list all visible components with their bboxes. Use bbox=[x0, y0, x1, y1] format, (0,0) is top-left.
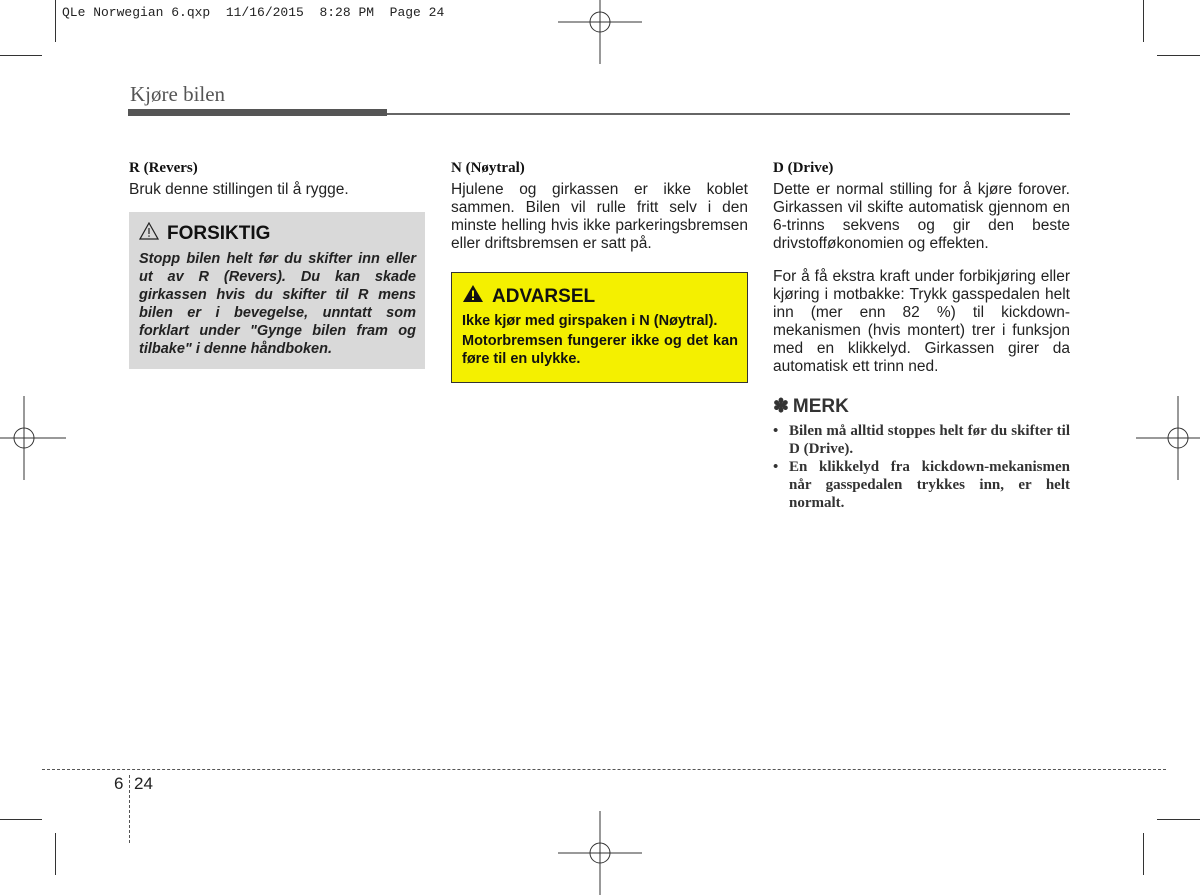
warning-text-2: Motorbremsen fungerer ikke og det kan føre til en ulykke. bbox=[462, 333, 738, 367]
caution-text: Stopp bilen helt før du skifter inn eller ut av R (Revers). Du kan skade girkassen hvis du skifter til R mens bilen er i bevegelse, unntatt som forklart under "Gynge bilen fram og tilbake" i denne håndboken. bbox=[139, 251, 416, 357]
registration-mark-left bbox=[0, 396, 66, 480]
chapter-number: 6 bbox=[114, 774, 124, 793]
note-list bbox=[773, 422, 1070, 512]
registration-mark-bottom bbox=[558, 811, 642, 895]
drive-heading: D (Drive) bbox=[773, 160, 834, 176]
section-title: Kjøre bilen bbox=[130, 82, 226, 106]
file-slug-line: QLe Norwegian 6.qxp 11/16/2015 8:28 PM Page 24 bbox=[62, 5, 445, 20]
footer-dashed-divider bbox=[129, 775, 130, 843]
reverse-heading: R (Revers) bbox=[129, 160, 198, 176]
neutral-heading: N (Nøytral) bbox=[451, 160, 525, 176]
asterisk-note-icon: ✽ bbox=[773, 396, 789, 417]
registration-mark-top bbox=[558, 0, 642, 64]
page-number: 24 bbox=[134, 774, 153, 793]
warning-title-row bbox=[462, 284, 738, 309]
bullet-icon: • bbox=[773, 459, 779, 475]
bullet-icon: • bbox=[773, 423, 779, 439]
title-rule bbox=[387, 113, 1070, 115]
neutral-column bbox=[451, 160, 748, 383]
caution-box bbox=[129, 212, 425, 369]
note-title: MERK bbox=[792, 395, 849, 417]
warning-title: ADVARSEL bbox=[492, 285, 596, 307]
warning-text-1: Ikke kjør med girspaken i N (Nøytral). bbox=[462, 313, 718, 329]
warning-triangle-outline-icon bbox=[139, 222, 159, 246]
warning-box bbox=[451, 272, 748, 383]
registration-mark-right bbox=[1136, 396, 1200, 480]
drive-text-2: For å få ekstra kraft under forbikjøring eller kjøring i motbakke: Trykk gasspedalen helt inn (mer enn 82 %) til kickdown-mekanismen (hvis montert) trer i funksjon med en klikkelyd. Girkassen girer da automatisk ett trinn ned. bbox=[773, 268, 1070, 375]
neutral-text: Hjulene og girkassen er ikke koblet sammen. Bilen vil rulle fritt selv i den minste helling hvis ikke parkeringsbremsen eller driftsbremsen er satt på. bbox=[451, 181, 748, 252]
reverse-column bbox=[129, 160, 425, 369]
warning-triangle-filled-icon bbox=[462, 284, 484, 309]
footer-dashed-rule bbox=[42, 769, 1166, 770]
caution-title-row bbox=[139, 222, 416, 246]
reverse-text: Bruk denne stillingen til å rygge. bbox=[129, 181, 349, 198]
note-item: • Bilen må alltid stoppes helt før du skifter til D (Drive). bbox=[773, 423, 1070, 457]
note-title-row bbox=[773, 395, 1070, 418]
drive-column bbox=[773, 160, 1070, 512]
drive-text-1: Dette er normal stilling for å kjøre forover. Girkassen vil skifte automatisk gjennom en 6-trinns sekvens og gir den beste drivstofføkonomien og effekten. bbox=[773, 181, 1070, 252]
note-item: • En klikkelyd fra kickdown-mekanismen når gasspedalen trykkes inn, er helt normalt. bbox=[773, 459, 1070, 511]
caution-title: FORSIKTIG bbox=[167, 223, 271, 244]
title-underline-bar bbox=[128, 109, 387, 116]
